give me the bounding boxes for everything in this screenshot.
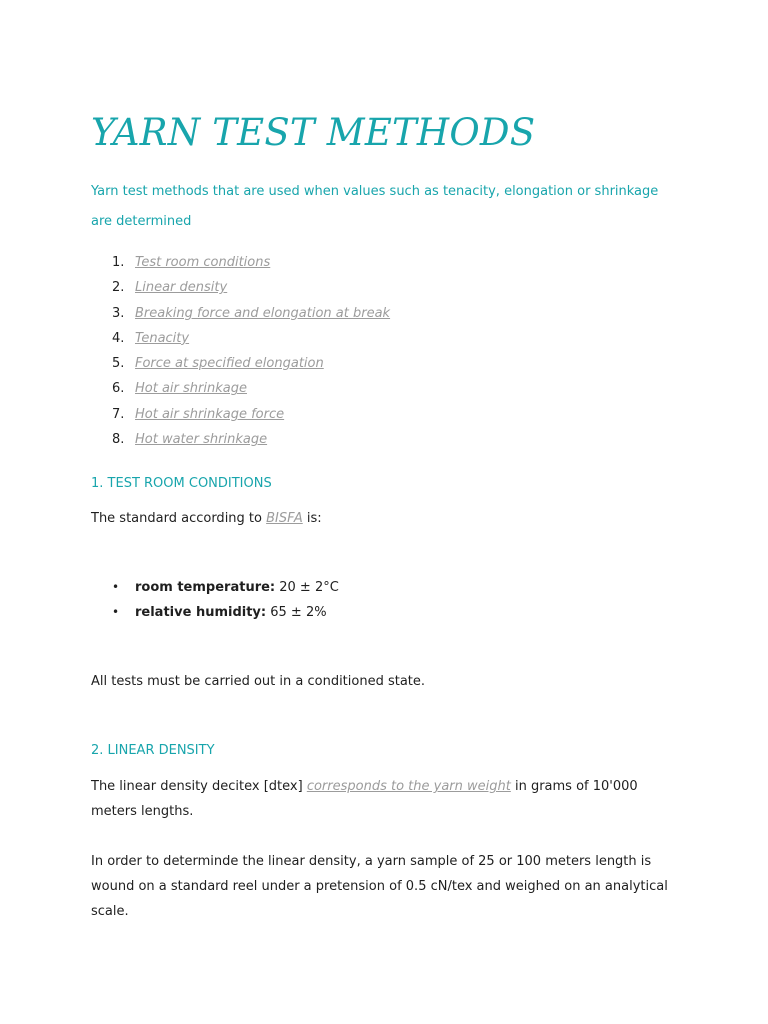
- section1-note: All tests must be carried out in a conditioned state.: [91, 674, 426, 689]
- table-of-contents: [91, 253, 671, 455]
- section2-text-end: in grams of 10'000 meters lengths.: [91, 779, 638, 819]
- toc-item: [91, 354, 671, 379]
- page-subtitle: Yarn test methods that are used when values such as tenacity, elongation or shrinkage are determined: [91, 184, 659, 229]
- toc-item: [91, 329, 671, 354]
- yarn-weight-link[interactable]: corresponds to the yarn weight: [306, 779, 511, 794]
- bullet-icon: •: [112, 580, 120, 594]
- toc-link-hot-air-shrinkage-force[interactable]: Hot air shrinkage force: [135, 406, 285, 422]
- toc-link-test-room-conditions[interactable]: Test room conditions: [135, 255, 271, 270]
- section-heading-linear-density: 2. LINEAR DENSITY: [91, 743, 215, 758]
- condition-value: 20 ± 2°C: [275, 580, 339, 595]
- section1-intro-text-end: is:: [302, 511, 322, 526]
- toc-item-number: 8.: [112, 432, 125, 448]
- section2-paragraph-1: [91, 774, 671, 824]
- toc-item: [91, 304, 671, 329]
- list-item: [91, 577, 339, 602]
- section1-intro: [91, 506, 671, 531]
- section2-text: The linear density decitex [dtex]: [91, 779, 307, 794]
- page-title: YARN TEST METHODS: [91, 111, 536, 154]
- bullet-icon: •: [112, 605, 120, 619]
- toc-item-number: 6.: [112, 381, 125, 397]
- section1-intro-text: The standard according to: [91, 511, 267, 526]
- condition-label: relative humidity:: [135, 605, 267, 620]
- toc-link-force-at-specified-elongation[interactable]: Force at specified elongation: [135, 356, 324, 372]
- list-item: [91, 602, 339, 627]
- condition-value: 65 ± 2%: [266, 605, 327, 620]
- toc-link-breaking-force[interactable]: Breaking force and elongation at break: [135, 305, 391, 321]
- toc-link-hot-water-shrinkage[interactable]: Hot water shrinkage: [135, 432, 268, 448]
- section2-paragraph-2: In order to determinde the linear density, a yarn sample of 25 or 100 meters length is wound on a standard reel under a pretension of 0.5 cN/tex and weighed on an analytical scale.: [91, 854, 668, 919]
- toc-item: [91, 430, 671, 455]
- conditions-list: [91, 577, 339, 627]
- toc-item: [91, 405, 671, 430]
- toc-item-number: 5.: [112, 356, 125, 372]
- toc-item: [91, 253, 671, 278]
- toc-item: [91, 278, 671, 303]
- toc-item-number: 3.: [112, 305, 125, 321]
- section-heading-test-room-conditions: 1. TEST ROOM CONDITIONS: [91, 476, 272, 491]
- condition-label: room temperature:: [135, 580, 276, 595]
- toc-item-number: 1.: [112, 255, 125, 270]
- toc-link-hot-air-shrinkage[interactable]: Hot air shrinkage: [135, 381, 247, 397]
- toc-item-number: 2.: [112, 280, 125, 296]
- toc-link-linear-density[interactable]: Linear density: [135, 280, 228, 296]
- toc-item: [91, 379, 671, 404]
- toc-link-tenacity[interactable]: Tenacity: [135, 330, 190, 346]
- toc-item-number: 7.: [112, 406, 125, 422]
- toc-item-number: 4.: [112, 330, 125, 346]
- bisfa-link[interactable]: BISFA: [266, 511, 303, 526]
